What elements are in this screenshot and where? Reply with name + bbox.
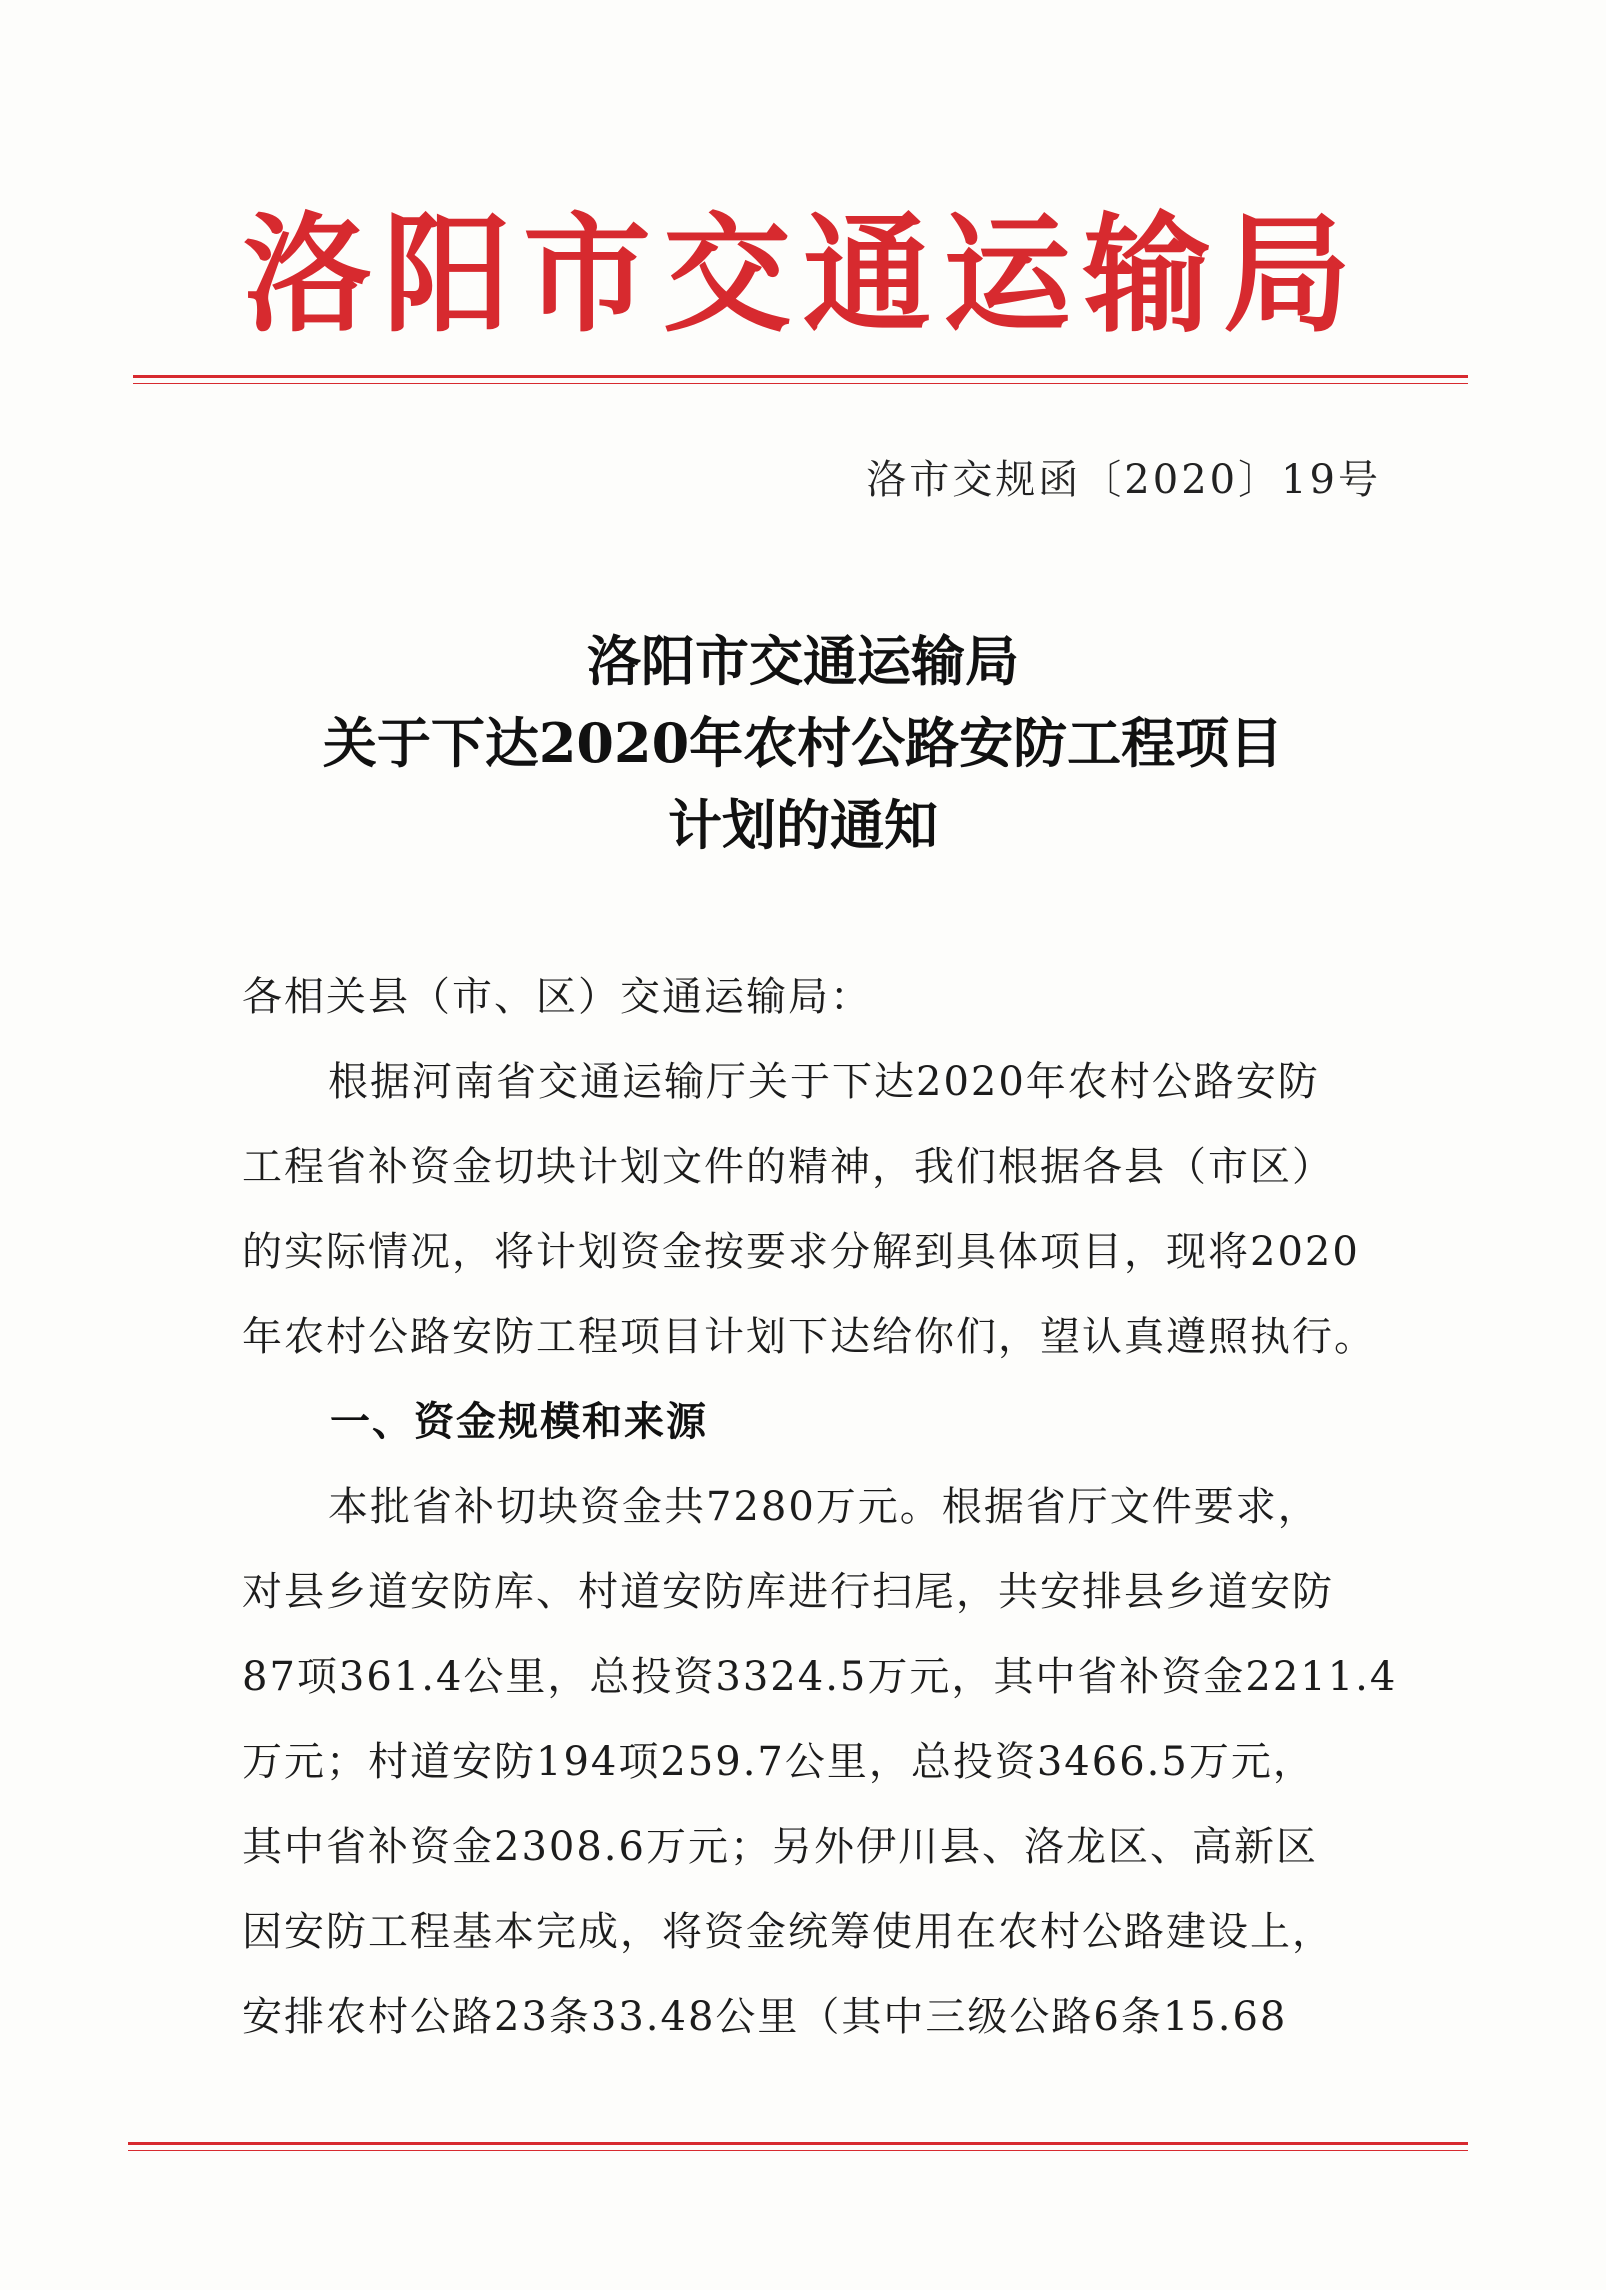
paragraph-line: 其中省补资金2308.6万元；另外伊川县、洛龙区、高新区 — [242, 1824, 1318, 1870]
paragraph-line: 年农村公路安防工程项目计划下达给你们，望认真遵照执行。 — [242, 1314, 1376, 1360]
title-line-3: 计划的通知 — [668, 793, 938, 857]
paragraph-line: 工程省补资金切块计划文件的精神，我们根据各县（市区） — [242, 1144, 1334, 1190]
paragraph-line: 安排农村公路23条33.48公里（其中三级公路6条15.68 — [242, 1994, 1288, 2040]
footer-red-rule — [128, 2142, 1468, 2145]
title-line-1: 洛阳市交通运输局 — [587, 629, 1019, 693]
paragraph-1 — [242, 1040, 1392, 1380]
section-heading-1: 一、资金规模和来源 — [330, 1399, 708, 1445]
salutation-text: 各相关县（市、区）交通运输局： — [242, 974, 872, 1020]
paragraph-line: 根据河南省交通运输厅关于下达2020年农村公路安防 — [328, 1059, 1320, 1105]
masthead-red-rule — [133, 375, 1468, 378]
paragraph-line: 因安防工程基本完成，将资金统筹使用在农村公路建设上， — [242, 1909, 1334, 1955]
paragraph-line: 87项361.4公里，总投资3324.5万元，其中省补资金2211.4 — [242, 1654, 1398, 1700]
paragraph-line: 本批省补切块资金共7280万元。根据省厅文件要求， — [328, 1484, 1320, 1530]
document-title — [0, 620, 1606, 866]
document-number: 洛市交规函〔2020〕19号 — [866, 457, 1381, 503]
paragraph-line: 的实际情况，将计划资金按要求分解到具体项目，现将2020 — [242, 1229, 1360, 1275]
paragraph-line: 对县乡道安防库、村道安防库进行扫尾，共安排县乡道安防 — [242, 1569, 1334, 1615]
footer-red-rule-thin — [128, 2150, 1468, 2151]
title-line-2: 关于下达2020年农村公路安防工程项目 — [322, 711, 1284, 775]
masthead-title: 洛阳市交通运输局 — [242, 200, 1363, 350]
paragraph-2 — [242, 1465, 1398, 2060]
salutation — [242, 955, 1392, 1040]
paragraph-line: 万元；村道安防194项259.7公里，总投资3466.5万元， — [242, 1739, 1315, 1785]
masthead-red-rule-thin — [133, 383, 1468, 384]
